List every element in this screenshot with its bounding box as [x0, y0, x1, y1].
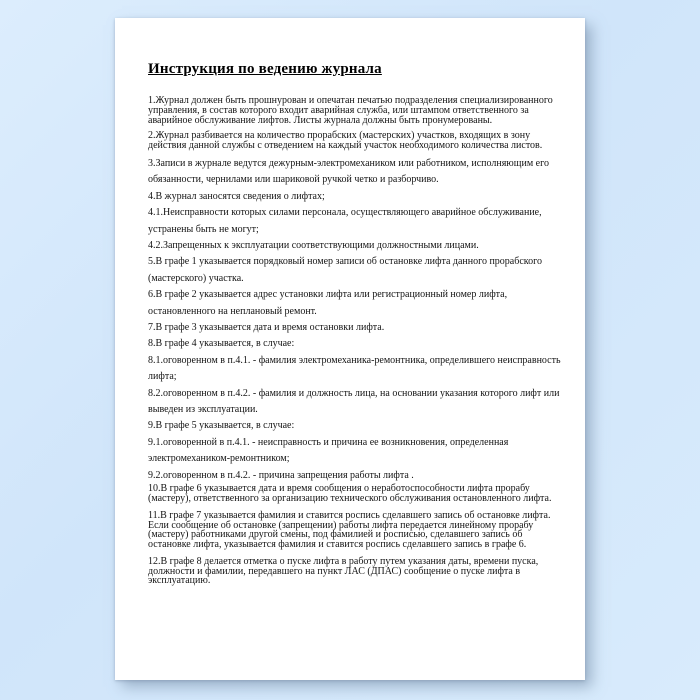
document-body — [148, 96, 561, 586]
text-line: управления, в состав которого входит аварийная служба, или штампом ответственного за — [148, 104, 529, 116]
text-line: (мастеру) работниками другой смены, под фамилией и росписью, сделавшего запись об — [148, 529, 523, 541]
text-line: 11.В графе 7 указывается фамилия и ставится роспись сделавшего запись об остановке лифта. — [148, 509, 551, 521]
document-content — [148, 60, 561, 592]
text-line: 6.В графе 2 указывается адрес установки лифта или регистрационный номер лифта, — [148, 289, 508, 301]
paragraph-4.2 — [148, 238, 561, 254]
paragraph-6 — [148, 287, 561, 320]
text-line: остановленного на неплановый ремонт. — [148, 305, 317, 317]
text-line: 5.В графе 1 указывается порядковый номер записи об остановке лифта данного прорабского — [148, 256, 542, 268]
text-line: 9.2.оговоренном в п.4.2. - причина запрещения работы лифта . — [148, 469, 414, 481]
text-line: остановке лифта, указывается фамилия и ставится роспись сделавшего запись в графе 6. — [148, 539, 527, 551]
paragraph-4.1 — [148, 205, 561, 238]
paragraph-8 — [148, 336, 561, 352]
text-line: устранены быть не могут; — [148, 223, 259, 235]
text-line: выведен из эксплуатации. — [148, 404, 258, 416]
text-line: 9.В графе 5 указывается, в случае: — [148, 420, 295, 432]
text-line: 4.В журнал заносятся сведения о лифтах; — [148, 190, 325, 202]
text-line: 7.В графе 3 указывается дата и время остановки лифта. — [148, 322, 385, 334]
text-line: 1.Журнал должен быть прошнурован и опечатан печатью подразделения специализированного — [148, 95, 553, 106]
text-line: действия данной службы с отведением на каждый участок необходимого количества листов. — [148, 139, 543, 151]
paragraph-4 — [148, 189, 561, 205]
text-line: 8.В графе 4 указывается, в случае: — [148, 338, 295, 350]
paragraph-9.2 — [148, 468, 561, 484]
text-line: (мастеру), ответственного за организацию технического обслуживания остановленного лифта. — [148, 492, 552, 504]
text-line: 10.В графе 6 указывается дата и время сообщения о неработоспособности лифта прорабу — [148, 483, 530, 495]
text-line: должности и фамилии, передавшего на пункт ЛАС (ДПАС) сообщение о пуске лифта в — [148, 565, 521, 577]
text-line: лифта; — [148, 371, 177, 383]
paragraph-5 — [148, 254, 561, 287]
text-line: 8.2.оговоренном в п.4.2. - фамилия и должность лица, на основании указания которого лифт или — [148, 387, 560, 399]
text-line: Если сообщение об остановке (запрещении) работы лифта передается линейному прорабу — [148, 519, 534, 531]
text-line: 3.Записи в журнале ведутся дежурным-электромехаником или работником, исполняющим его — [148, 157, 549, 169]
text-line: 12.В графе 8 делается отметка о пуске лифта в работу путем указания даты, времени пуска, — [148, 555, 539, 567]
document-page — [115, 18, 585, 680]
text-line: электромехаником-ремонтником; — [148, 453, 290, 465]
text-line: аварийное обслуживание лифтов. Листы журнала должны быть пронумерованы. — [148, 114, 493, 126]
text-line: эксплуатацию. — [148, 575, 211, 587]
text-line: 4.1.Неисправности которых силами персонала, осуществляющего аварийное обслуживание, — [148, 207, 542, 219]
text-line: 9.1.оговоренной в п.4.1. - неисправность и причина ее возникновения, определенная — [148, 436, 509, 448]
text-line: 4.2.Запрещенных к эксплуатации соответствующими должностными лицами. — [148, 240, 479, 252]
paragraph-12 — [148, 557, 561, 586]
text-line: (мастерского) участка. — [148, 272, 244, 284]
paragraph-8.2 — [148, 386, 561, 419]
paragraph-9.1 — [148, 435, 561, 468]
paragraph-2 — [148, 131, 561, 151]
paragraph-1 — [148, 96, 561, 125]
paragraph-9 — [148, 418, 561, 434]
paragraph-8.1 — [148, 353, 561, 386]
text-line: 8.1.оговоренном в п.4.1. - фамилия электромеханика-ремонтника, определившего неисправность — [148, 354, 561, 366]
document-title: Инструкция по ведению журнала — [148, 61, 382, 77]
paragraph-10 — [148, 484, 561, 504]
text-line: обязанности, чернилами или шариковой ручкой четко и разборчиво. — [148, 174, 439, 186]
paragraph-7 — [148, 320, 561, 336]
paragraph-3 — [148, 156, 561, 189]
paragraph-11 — [148, 511, 561, 550]
text-line: 2.Журнал разбивается на количество прорабских (мастерских) участков, входящих в зону — [148, 129, 531, 141]
